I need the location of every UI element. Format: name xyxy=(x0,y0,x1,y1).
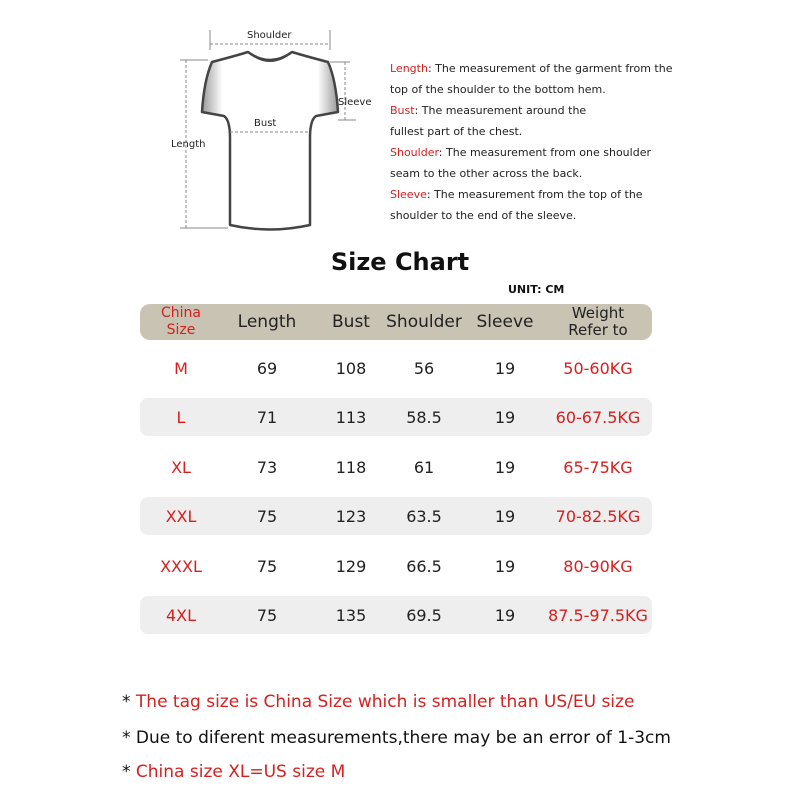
sleeve-cell: 19 xyxy=(494,358,516,378)
tshirt-icon xyxy=(160,20,380,250)
table-row xyxy=(140,349,652,387)
table-row xyxy=(140,497,652,535)
size-cell: L xyxy=(176,407,186,427)
header-length: Length xyxy=(237,312,297,332)
bust-cell: 118 xyxy=(335,457,367,477)
weight-cell: 60-67.5KG xyxy=(555,407,641,427)
table-header xyxy=(140,304,652,340)
bust-label: Bust xyxy=(254,118,277,129)
length-cell: 69 xyxy=(256,358,278,378)
unit-label: UNIT: CM xyxy=(508,283,565,296)
bust-cell: 129 xyxy=(335,556,367,576)
weight-cell: 70-82.5KG xyxy=(555,506,641,526)
definition-text-cont: fullest part of the chest. xyxy=(390,125,523,138)
table-row xyxy=(140,596,652,634)
definition-bust xyxy=(390,100,690,142)
note-text: The tag size is China Size which is smaller than US/EU size xyxy=(135,692,635,712)
size-cell: XL xyxy=(171,457,191,477)
bust-cell: 123 xyxy=(335,506,367,526)
bust-cell: 135 xyxy=(335,605,367,625)
table-row xyxy=(140,448,652,486)
header-shoulder: Shoulder xyxy=(386,312,462,332)
definition-sleeve xyxy=(390,184,690,226)
shoulder-cell: 66.5 xyxy=(406,556,442,576)
length-cell: 73 xyxy=(256,457,278,477)
shoulder-cell: 61 xyxy=(413,457,435,477)
note-star: * xyxy=(122,762,136,782)
header-size-line1: China xyxy=(161,305,201,321)
weight-cell: 87.5-97.5KG xyxy=(548,605,648,625)
note-star: * xyxy=(122,728,136,748)
weight-cell: 50-60KG xyxy=(563,358,633,378)
weight-cell: 65-75KG xyxy=(563,457,633,477)
definition-term: Bust xyxy=(390,104,415,117)
tshirt-measurement-diagram xyxy=(160,20,380,250)
table-row xyxy=(140,398,652,436)
definition-term: Sleeve xyxy=(390,188,427,201)
note-text: Due to diferent measurements,there may be an error of 1-3cm xyxy=(135,728,671,748)
definition-text-cont: shoulder to the end of the sleeve. xyxy=(390,209,577,222)
definition-shoulder xyxy=(390,142,690,184)
header-bust: Bust xyxy=(332,312,370,332)
bust-cell: 108 xyxy=(335,358,367,378)
bust-cell: 113 xyxy=(335,407,367,427)
header-weight xyxy=(544,304,652,340)
shoulder-cell: 56 xyxy=(413,358,435,378)
sleeve-cell: 19 xyxy=(494,407,516,427)
header-size xyxy=(140,304,222,340)
sleeve-cell: 19 xyxy=(494,556,516,576)
page-title: Size Chart xyxy=(330,248,470,276)
sleeve-cell: 19 xyxy=(494,605,516,625)
header-size-line2: Size xyxy=(166,322,196,338)
length-cell: 75 xyxy=(256,605,278,625)
note-size-conversion xyxy=(122,762,345,782)
definition-text: : The measurement from one shoulder xyxy=(438,146,651,159)
length-label: Length xyxy=(171,139,206,150)
definition-length xyxy=(390,58,690,100)
definition-text: : The measurement around the xyxy=(414,104,587,117)
header-weight-line2: Refer to xyxy=(568,321,628,339)
definition-text-cont: seam to the other across the back. xyxy=(390,167,583,180)
header-weight-line1: Weight xyxy=(571,304,625,322)
length-cell: 71 xyxy=(256,407,278,427)
shoulder-label: Shoulder xyxy=(247,30,292,41)
size-cell: XXL xyxy=(165,506,197,526)
shoulder-cell: 58.5 xyxy=(406,407,442,427)
sleeve-cell: 19 xyxy=(494,506,516,526)
shoulder-cell: 69.5 xyxy=(406,605,442,625)
note-tag-size xyxy=(122,692,634,712)
table-row xyxy=(140,547,652,585)
definition-term: Length xyxy=(390,62,428,75)
note-text: China size XL=US size M xyxy=(135,762,346,782)
definition-text: : The measurement from the top of the xyxy=(426,188,643,201)
weight-cell: 80-90KG xyxy=(563,556,633,576)
definition-term: Shoulder xyxy=(390,146,439,159)
size-cell: 4XL xyxy=(165,605,197,625)
note-measurement-error xyxy=(122,728,671,748)
definition-text-cont: top of the shoulder to the bottom hem. xyxy=(390,83,606,96)
definition-text: : The measurement of the garment from the xyxy=(427,62,673,75)
sleeve-label: Sleeve xyxy=(338,97,372,108)
size-cell: XXXL xyxy=(160,556,202,576)
length-cell: 75 xyxy=(256,556,278,576)
note-star: * xyxy=(122,692,136,712)
length-cell: 75 xyxy=(256,506,278,526)
size-cell: M xyxy=(174,358,188,378)
shoulder-cell: 63.5 xyxy=(406,506,442,526)
sleeve-cell: 19 xyxy=(494,457,516,477)
measurement-definitions xyxy=(390,58,690,226)
header-sleeve: Sleeve xyxy=(476,312,534,332)
